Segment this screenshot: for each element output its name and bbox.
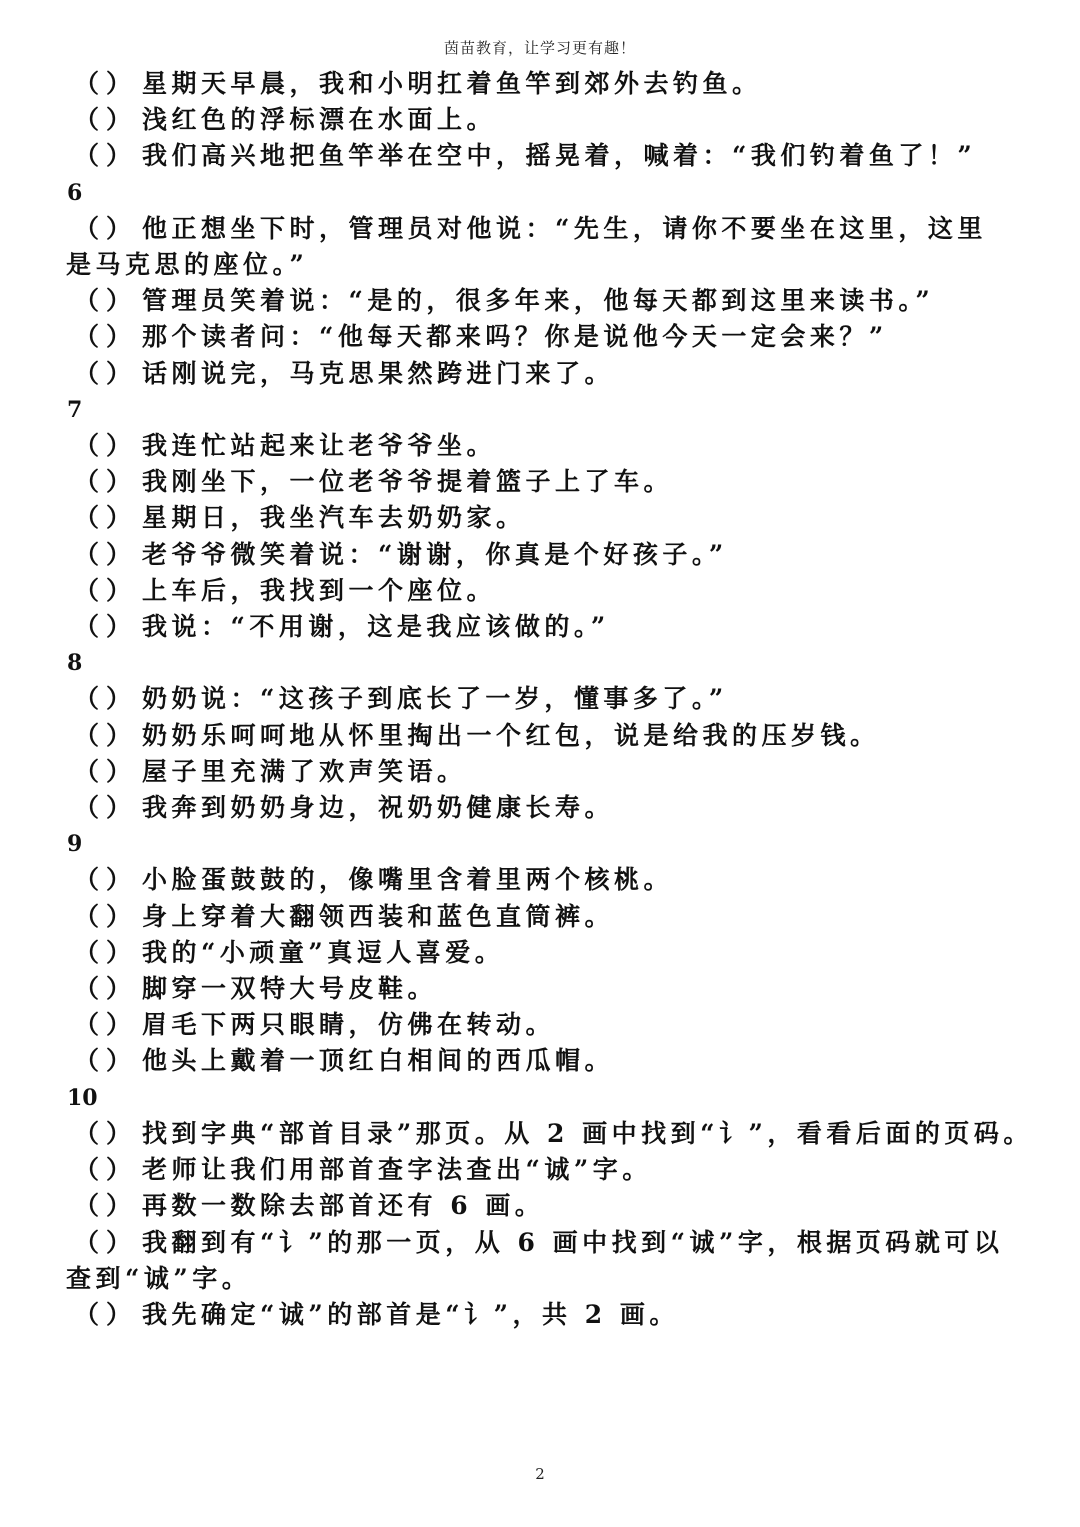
sentence-text: 我连忙站起来让老爷爷坐。 — [142, 431, 497, 461]
sentence-item — [66, 790, 1016, 826]
sentence-item — [66, 464, 1016, 500]
sentence-text: 话刚说完，马克思果然跨进门来了。 — [142, 358, 615, 388]
section-number: 8 — [67, 650, 83, 677]
sentence-text: 他正想坐下时，管理员对他说：“先生，请你不要坐在这里，这里是马克思的座位。” — [66, 213, 987, 280]
sentence-text: 小脸蛋鼓鼓的，像嘴里含着里两个核桃。 — [142, 865, 674, 895]
answer-blank[interactable]: （ ） — [74, 69, 132, 98]
answer-blank[interactable]: （ ） — [74, 684, 132, 714]
sentence-item — [66, 718, 1016, 754]
answer-blank[interactable]: （ ） — [74, 503, 132, 533]
answer-blank[interactable]: （ ） — [74, 901, 132, 931]
answer-blank[interactable]: （ ） — [74, 720, 132, 750]
sentence-item — [66, 681, 1016, 717]
answer-blank[interactable]: （ ） — [74, 286, 132, 316]
answer-blank[interactable]: （ ） — [74, 467, 132, 497]
answer-blank[interactable]: （ ） — [74, 756, 132, 786]
sentence-item — [66, 1007, 1016, 1043]
answer-blank[interactable]: （ ） — [74, 141, 132, 171]
sentence-item — [66, 500, 1016, 536]
sentence-text: 星期天早晨，我和小明扛着鱼竿到郊外去钓鱼。 — [142, 69, 762, 98]
sentence-text: 他头上戴着一顶红白相间的西瓜帽。 — [142, 1046, 615, 1076]
answer-blank[interactable]: （ ） — [74, 1155, 132, 1185]
sentence-item — [66, 319, 1016, 355]
sentence-item — [66, 1188, 1016, 1224]
sentence-text: 我先确定“诚”的部首是“讠”，共 2 画。 — [142, 1299, 679, 1329]
sentence-text: 我的“小顽童”真逗人喜爱。 — [142, 937, 505, 967]
sentence-text: 老爷爷微笑着说：“谢谢，你真是个好孩子。” — [142, 539, 728, 569]
sentence-item — [66, 971, 1016, 1007]
sentence-item — [66, 573, 1016, 609]
sentence-text: 我翻到有“讠”的那一页，从 6 画中找到“诚”字，根据页码就可以查到“诚”字。 — [66, 1227, 1004, 1293]
sentence-text: 老师让我们用部首查字法查出“诚”字。 — [142, 1155, 652, 1185]
page-number: 2 — [535, 1465, 545, 1483]
sentence-item — [66, 1297, 1016, 1333]
answer-blank[interactable]: （ ） — [74, 865, 132, 895]
sentence-item — [66, 1043, 1016, 1079]
section-number: 7 — [67, 396, 83, 423]
sentence-text: 管理员笑着说：“是的，很多年来，他每天都到这里来读书。” — [142, 286, 935, 316]
sentence-item — [66, 356, 1016, 392]
answer-blank[interactable]: （ ） — [74, 1118, 132, 1148]
sentence-item — [66, 1116, 1033, 1152]
sentence-text: 再数一数除去部首还有 6 画。 — [142, 1191, 545, 1221]
section-number: 6 — [67, 179, 83, 206]
sentence-item — [66, 428, 1016, 464]
sentence-text: 脚穿一双特大号皮鞋。 — [142, 974, 438, 1004]
sentence-item — [66, 609, 1016, 645]
answer-blank[interactable]: （ ） — [74, 793, 132, 823]
answer-blank[interactable]: （ ） — [74, 358, 132, 388]
sentence-item — [66, 1152, 1016, 1188]
answer-blank[interactable]: （ ） — [74, 1010, 132, 1040]
section-number: 10 — [67, 1084, 98, 1111]
answer-blank[interactable]: （ ） — [74, 1299, 132, 1329]
answer-blank[interactable]: （ ） — [74, 539, 132, 569]
page-header: 茵苗教育，让学习更有趣！ — [443, 39, 636, 57]
sentence-text: 我刚坐下，一位老爷爷提着篮子上了车。 — [142, 467, 674, 497]
sentence-item — [66, 899, 1016, 935]
answer-blank[interactable]: （ ） — [74, 1046, 132, 1076]
sentence-item — [66, 754, 1016, 790]
sentence-text: 奶奶乐呵呵地从怀里掏出一个红包，说是给我的压岁钱。 — [142, 720, 880, 750]
answer-blank[interactable]: （ ） — [74, 431, 132, 461]
sentence-text: 浅红色的浮标漂在水面上。 — [142, 105, 497, 135]
sentence-item — [66, 138, 1016, 174]
worksheet-body — [66, 66, 1033, 1333]
sentence-item — [66, 102, 1016, 138]
sentence-text: 那个读者问：“他每天都来吗？你是说他今天一定会来？” — [142, 322, 888, 352]
answer-blank[interactable]: （ ） — [74, 612, 132, 642]
sentence-text: 我们高兴地把鱼竿举在空中，摇晃着，喊着：“我们钓着鱼了！” — [142, 141, 977, 171]
section-number: 9 — [67, 831, 83, 858]
answer-blank[interactable]: （ ） — [74, 1227, 132, 1257]
sentence-item — [66, 1225, 1016, 1297]
sentence-text: 我说：“不用谢，这是我应该做的。” — [142, 612, 610, 642]
sentence-text: 奶奶说：“这孩子到底长了一岁，懂事多了。” — [142, 684, 728, 714]
answer-blank[interactable]: （ ） — [74, 322, 132, 352]
answer-blank[interactable]: （ ） — [74, 974, 132, 1004]
sentence-item — [66, 862, 1016, 898]
sentence-text: 屋子里充满了欢声笑语。 — [142, 756, 467, 786]
answer-blank[interactable]: （ ） — [74, 1191, 132, 1221]
sentence-item — [66, 283, 1016, 319]
sentence-text: 眉毛下两只眼睛，仿佛在转动。 — [142, 1010, 556, 1040]
sentence-item — [66, 537, 1016, 573]
sentence-text: 找到字典“部首目录”那页。从 2 画中找到“讠”，看看后面的页码。 — [142, 1118, 1033, 1148]
sentence-text: 我奔到奶奶身边，祝奶奶健康长寿。 — [142, 793, 615, 823]
sentence-item — [66, 66, 1016, 102]
sentence-text: 星期日，我坐汽车去奶奶家。 — [142, 503, 526, 533]
sentence-item — [66, 211, 1016, 283]
answer-blank[interactable]: （ ） — [74, 213, 132, 243]
answer-blank[interactable]: （ ） — [74, 575, 132, 605]
sentence-item — [66, 935, 1016, 971]
sentence-text: 身上穿着大翻领西装和蓝色直筒裤。 — [142, 901, 615, 931]
sentence-text: 上车后，我找到一个座位。 — [142, 575, 497, 605]
answer-blank[interactable]: （ ） — [74, 105, 132, 135]
answer-blank[interactable]: （ ） — [74, 937, 132, 967]
